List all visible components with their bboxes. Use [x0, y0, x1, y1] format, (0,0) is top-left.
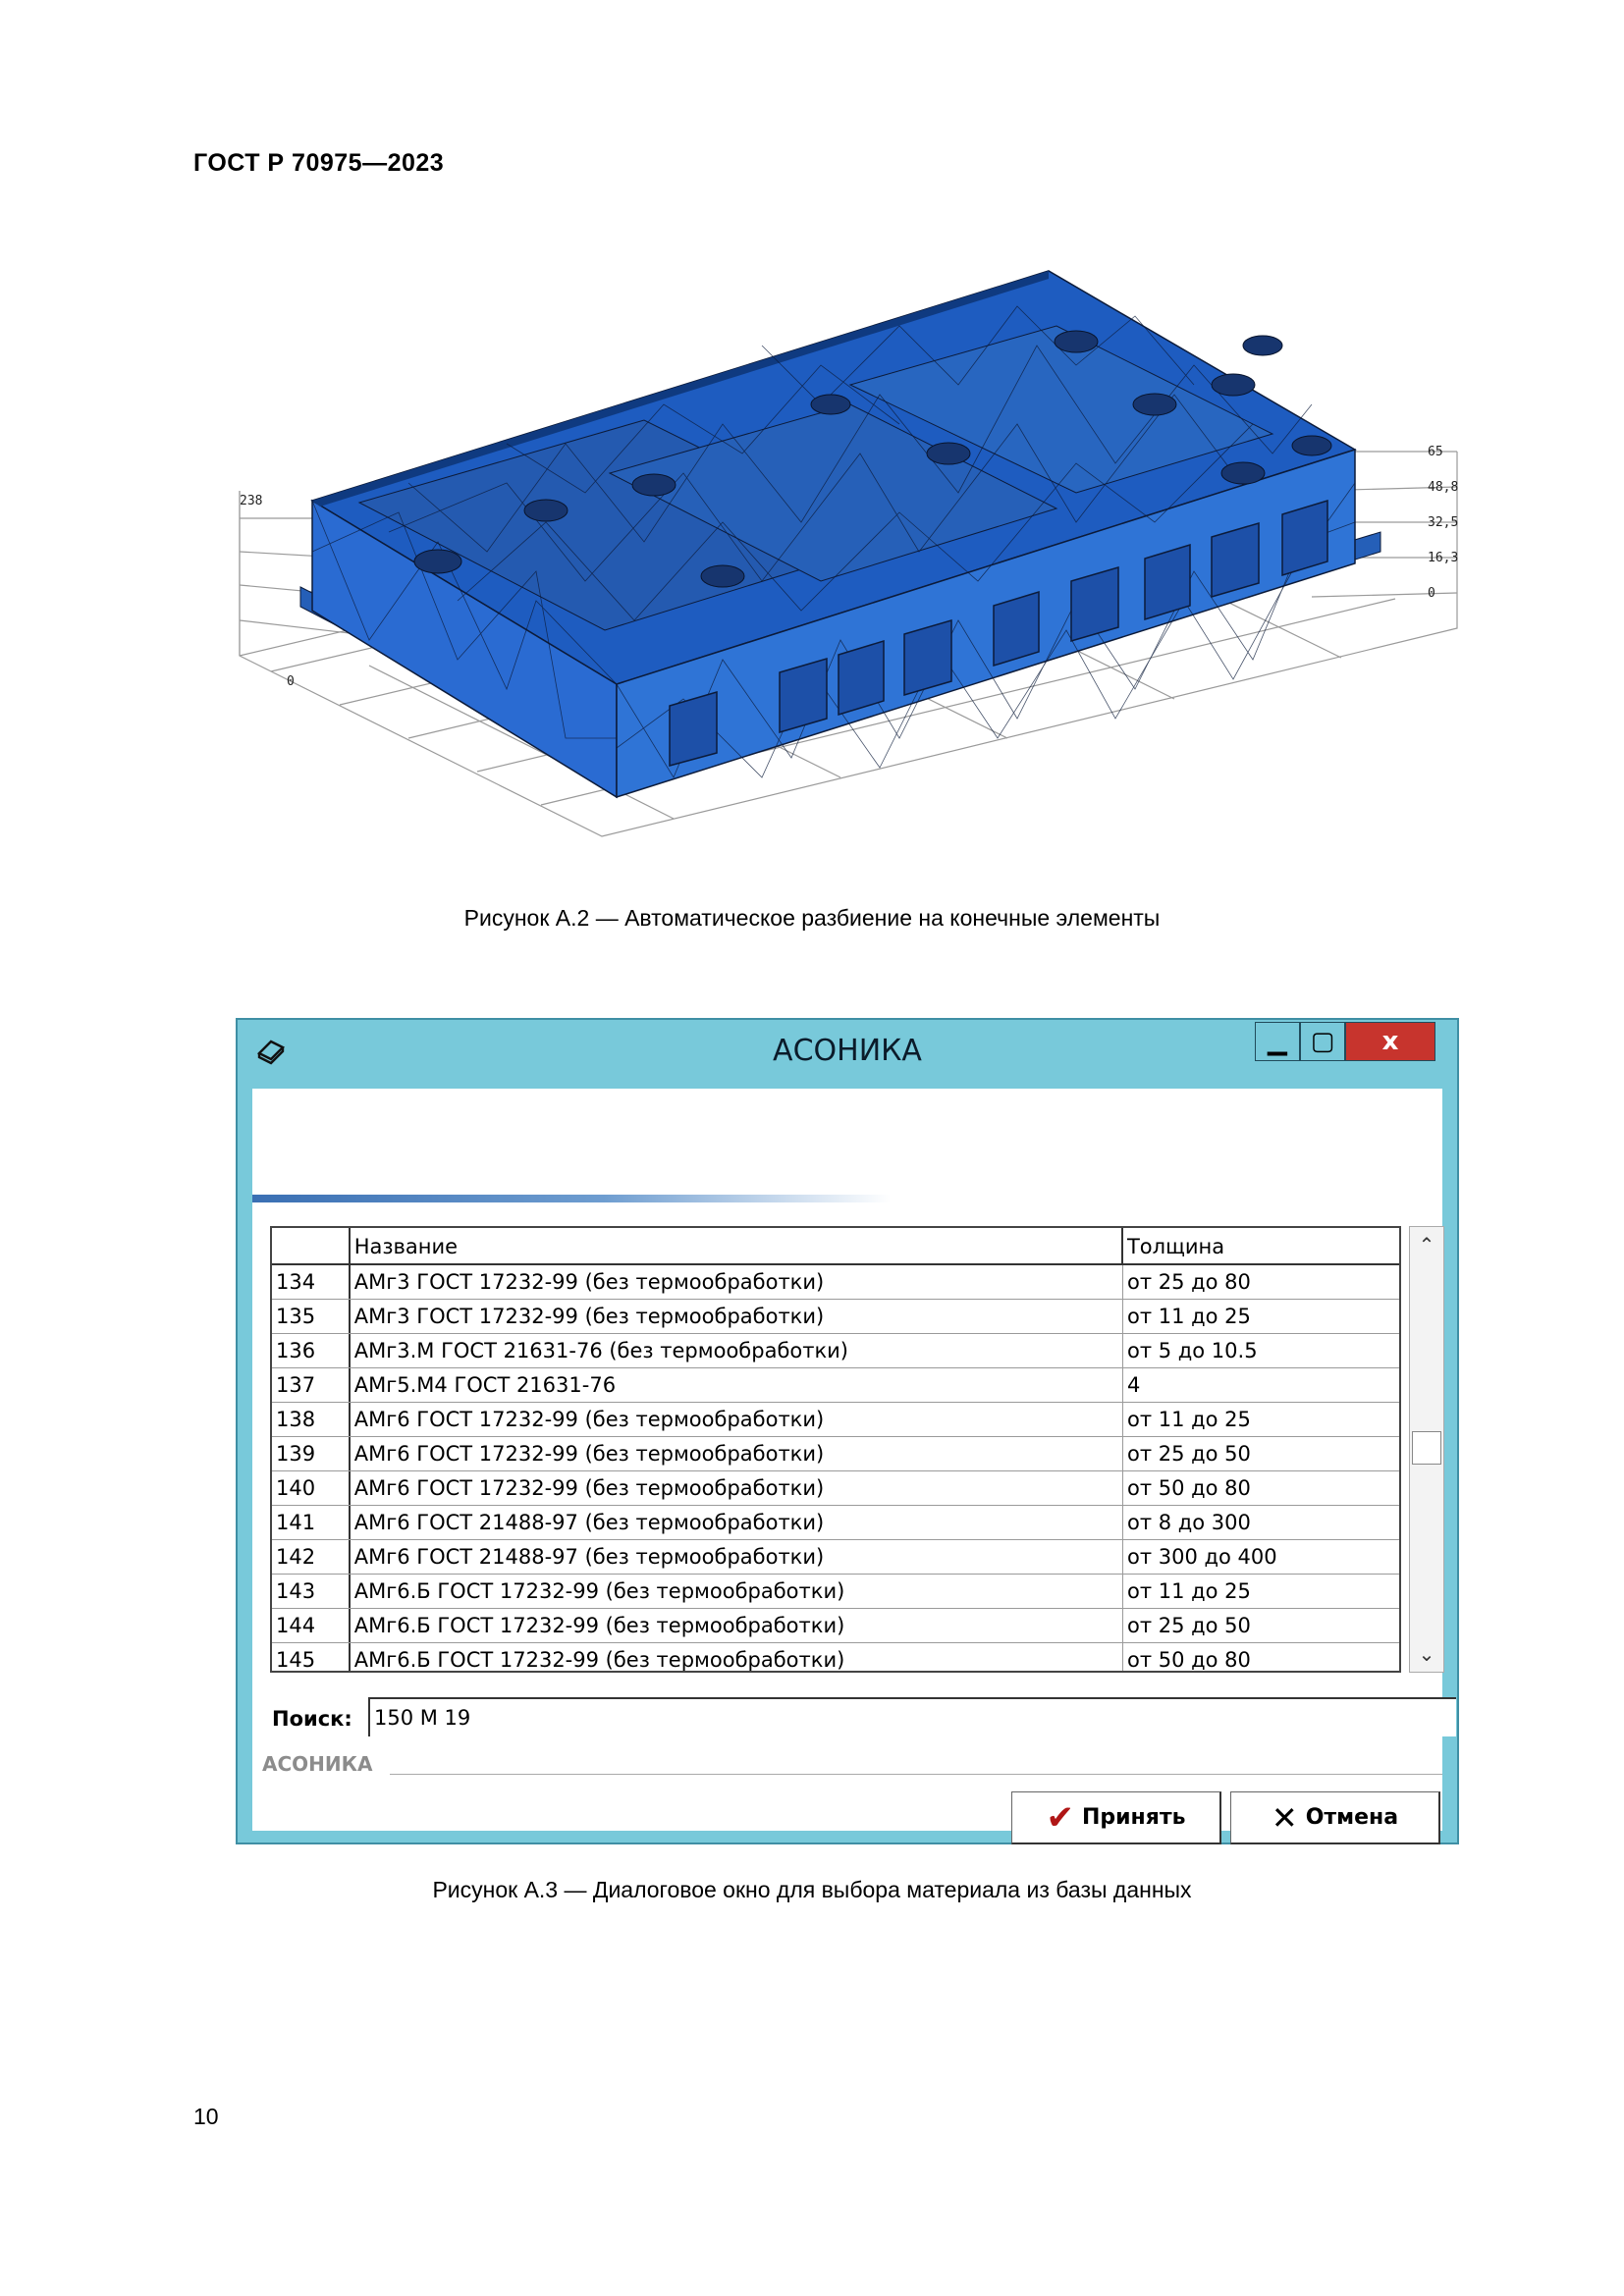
row-material-name: АМг6.Б ГОСТ 17232-99 (без термообработки) [351, 1575, 1123, 1608]
accept-button[interactable] [1011, 1791, 1221, 1844]
figure-a2-caption: Рисунок А.2 — Автоматическое разбиение на конечные элементы [463, 905, 1161, 931]
row-number: 136 [272, 1334, 351, 1367]
scroll-down-icon[interactable]: ⌄ [1418, 1643, 1435, 1666]
row-thickness: от 5 до 10.5 [1126, 1339, 1258, 1362]
table-row[interactable] [272, 1334, 1399, 1368]
column-header-thickness[interactable]: Толщина [1126, 1235, 1225, 1258]
search-label: Поиск: [272, 1707, 352, 1731]
row-thickness: от 11 до 25 [1126, 1579, 1251, 1603]
table-row[interactable] [272, 1265, 1399, 1300]
row-thickness: от 50 до 80 [1126, 1648, 1251, 1672]
table-row[interactable] [272, 1403, 1399, 1437]
row-number: 134 [272, 1265, 351, 1299]
row-number: 140 [272, 1471, 351, 1505]
maximize-button[interactable]: ▢ [1300, 1022, 1345, 1061]
row-number: 137 [272, 1368, 351, 1402]
row-thickness: от 25 до 50 [1126, 1614, 1251, 1637]
row-material-name: АМг3 ГОСТ 17232-99 (без термообработки) [351, 1300, 1123, 1333]
table-scrollbar[interactable] [1409, 1226, 1444, 1673]
axis-label-32-5: 32,5 [1428, 515, 1459, 530]
fem-mesh-image [212, 228, 1479, 866]
column-header-name[interactable]: Название [351, 1228, 1123, 1263]
row-thickness: от 300 до 400 [1126, 1545, 1277, 1569]
axis-label-left: 238 [240, 494, 263, 508]
checkmark-icon: ✔ [1046, 1797, 1074, 1838]
table-row[interactable] [272, 1471, 1399, 1506]
asonika-dialog [236, 1018, 1459, 1844]
figure-a3-caption: Рисунок А.3 — Диалоговое окно для выбора материала из базы данных [432, 1877, 1192, 1902]
table-header-row [272, 1228, 1399, 1265]
window-title: АСОНИКА [773, 1034, 922, 1068]
axis-label-65: 65 [1428, 445, 1443, 459]
title-bar[interactable] [238, 1020, 1457, 1083]
row-number: 145 [272, 1643, 351, 1673]
row-material-name: АМг5.М4 ГОСТ 21631-76 [351, 1368, 1123, 1402]
row-material-name: АМг3.М ГОСТ 21631-76 (без термообработки) [351, 1334, 1123, 1367]
cancel-button-label: Отмена [1305, 1805, 1399, 1830]
table-row[interactable] [272, 1300, 1399, 1334]
table-row[interactable] [272, 1437, 1399, 1471]
row-thickness: от 25 до 80 [1126, 1270, 1251, 1294]
page-number: 10 [193, 2104, 219, 2129]
scroll-thumb[interactable] [1412, 1431, 1441, 1465]
row-thickness: от 11 до 25 [1126, 1408, 1251, 1431]
row-thickness: 4 [1126, 1373, 1141, 1397]
fem-mesh-figure [212, 228, 1479, 866]
cancel-button[interactable] [1230, 1791, 1440, 1844]
document-header: ГОСТ Р 70975—2023 [193, 149, 445, 177]
row-material-name: АМг6.Б ГОСТ 17232-99 (без термообработки) [351, 1609, 1123, 1642]
column-header-number[interactable] [272, 1228, 351, 1263]
row-thickness: от 50 до 80 [1126, 1476, 1251, 1500]
table-row[interactable] [272, 1368, 1399, 1403]
brand-divider [390, 1774, 1442, 1775]
row-material-name: АМг6 ГОСТ 17232-99 (без термообработки) [351, 1437, 1123, 1470]
table-row[interactable] [272, 1609, 1399, 1643]
row-material-name: АМг6 ГОСТ 17232-99 (без термообработки) [351, 1403, 1123, 1436]
row-material-name: АМг3 ГОСТ 17232-99 (без термообработки) [351, 1265, 1123, 1299]
minimize-button[interactable]: ▁ [1255, 1022, 1300, 1061]
row-material-name: АМг6 ГОСТ 21488-97 (без термообработки) [351, 1540, 1123, 1574]
row-number: 141 [272, 1506, 351, 1539]
table-row[interactable] [272, 1506, 1399, 1540]
materials-table [270, 1226, 1401, 1673]
brand-label: АСОНИКА [262, 1752, 373, 1776]
header-gradient-line [252, 1195, 891, 1202]
dialog-client-area [252, 1089, 1442, 1838]
table-row[interactable] [272, 1643, 1399, 1673]
axis-label-16-3: 16,3 [1428, 551, 1459, 565]
scroll-up-icon[interactable]: ⌃ [1418, 1234, 1435, 1256]
cancel-x-icon: ✕ [1271, 1798, 1298, 1837]
row-number: 142 [272, 1540, 351, 1574]
row-thickness: от 11 до 25 [1126, 1305, 1251, 1328]
axis-label-48-8: 48,8 [1428, 480, 1459, 495]
axis-label-bottom: 0 [287, 674, 295, 689]
row-thickness: от 25 до 50 [1126, 1442, 1251, 1466]
header-band [252, 1089, 1442, 1195]
search-input[interactable] [368, 1697, 1456, 1736]
row-number: 138 [272, 1403, 351, 1436]
row-number: 144 [272, 1609, 351, 1642]
axis-label-0: 0 [1428, 586, 1435, 601]
row-thickness: от 8 до 300 [1126, 1511, 1251, 1534]
row-material-name: АМг6.Б ГОСТ 17232-99 (без термообработки) [351, 1643, 1123, 1673]
row-number: 135 [272, 1300, 351, 1333]
row-material-name: АМг6 ГОСТ 21488-97 (без термообработки) [351, 1506, 1123, 1539]
table-row[interactable] [272, 1575, 1399, 1609]
row-number: 143 [272, 1575, 351, 1608]
table-row[interactable] [272, 1540, 1399, 1575]
row-material-name: АМг6 ГОСТ 17232-99 (без термообработки) [351, 1471, 1123, 1505]
close-button[interactable]: x [1345, 1022, 1435, 1061]
accept-button-label: Принять [1081, 1805, 1186, 1830]
row-number: 139 [272, 1437, 351, 1470]
